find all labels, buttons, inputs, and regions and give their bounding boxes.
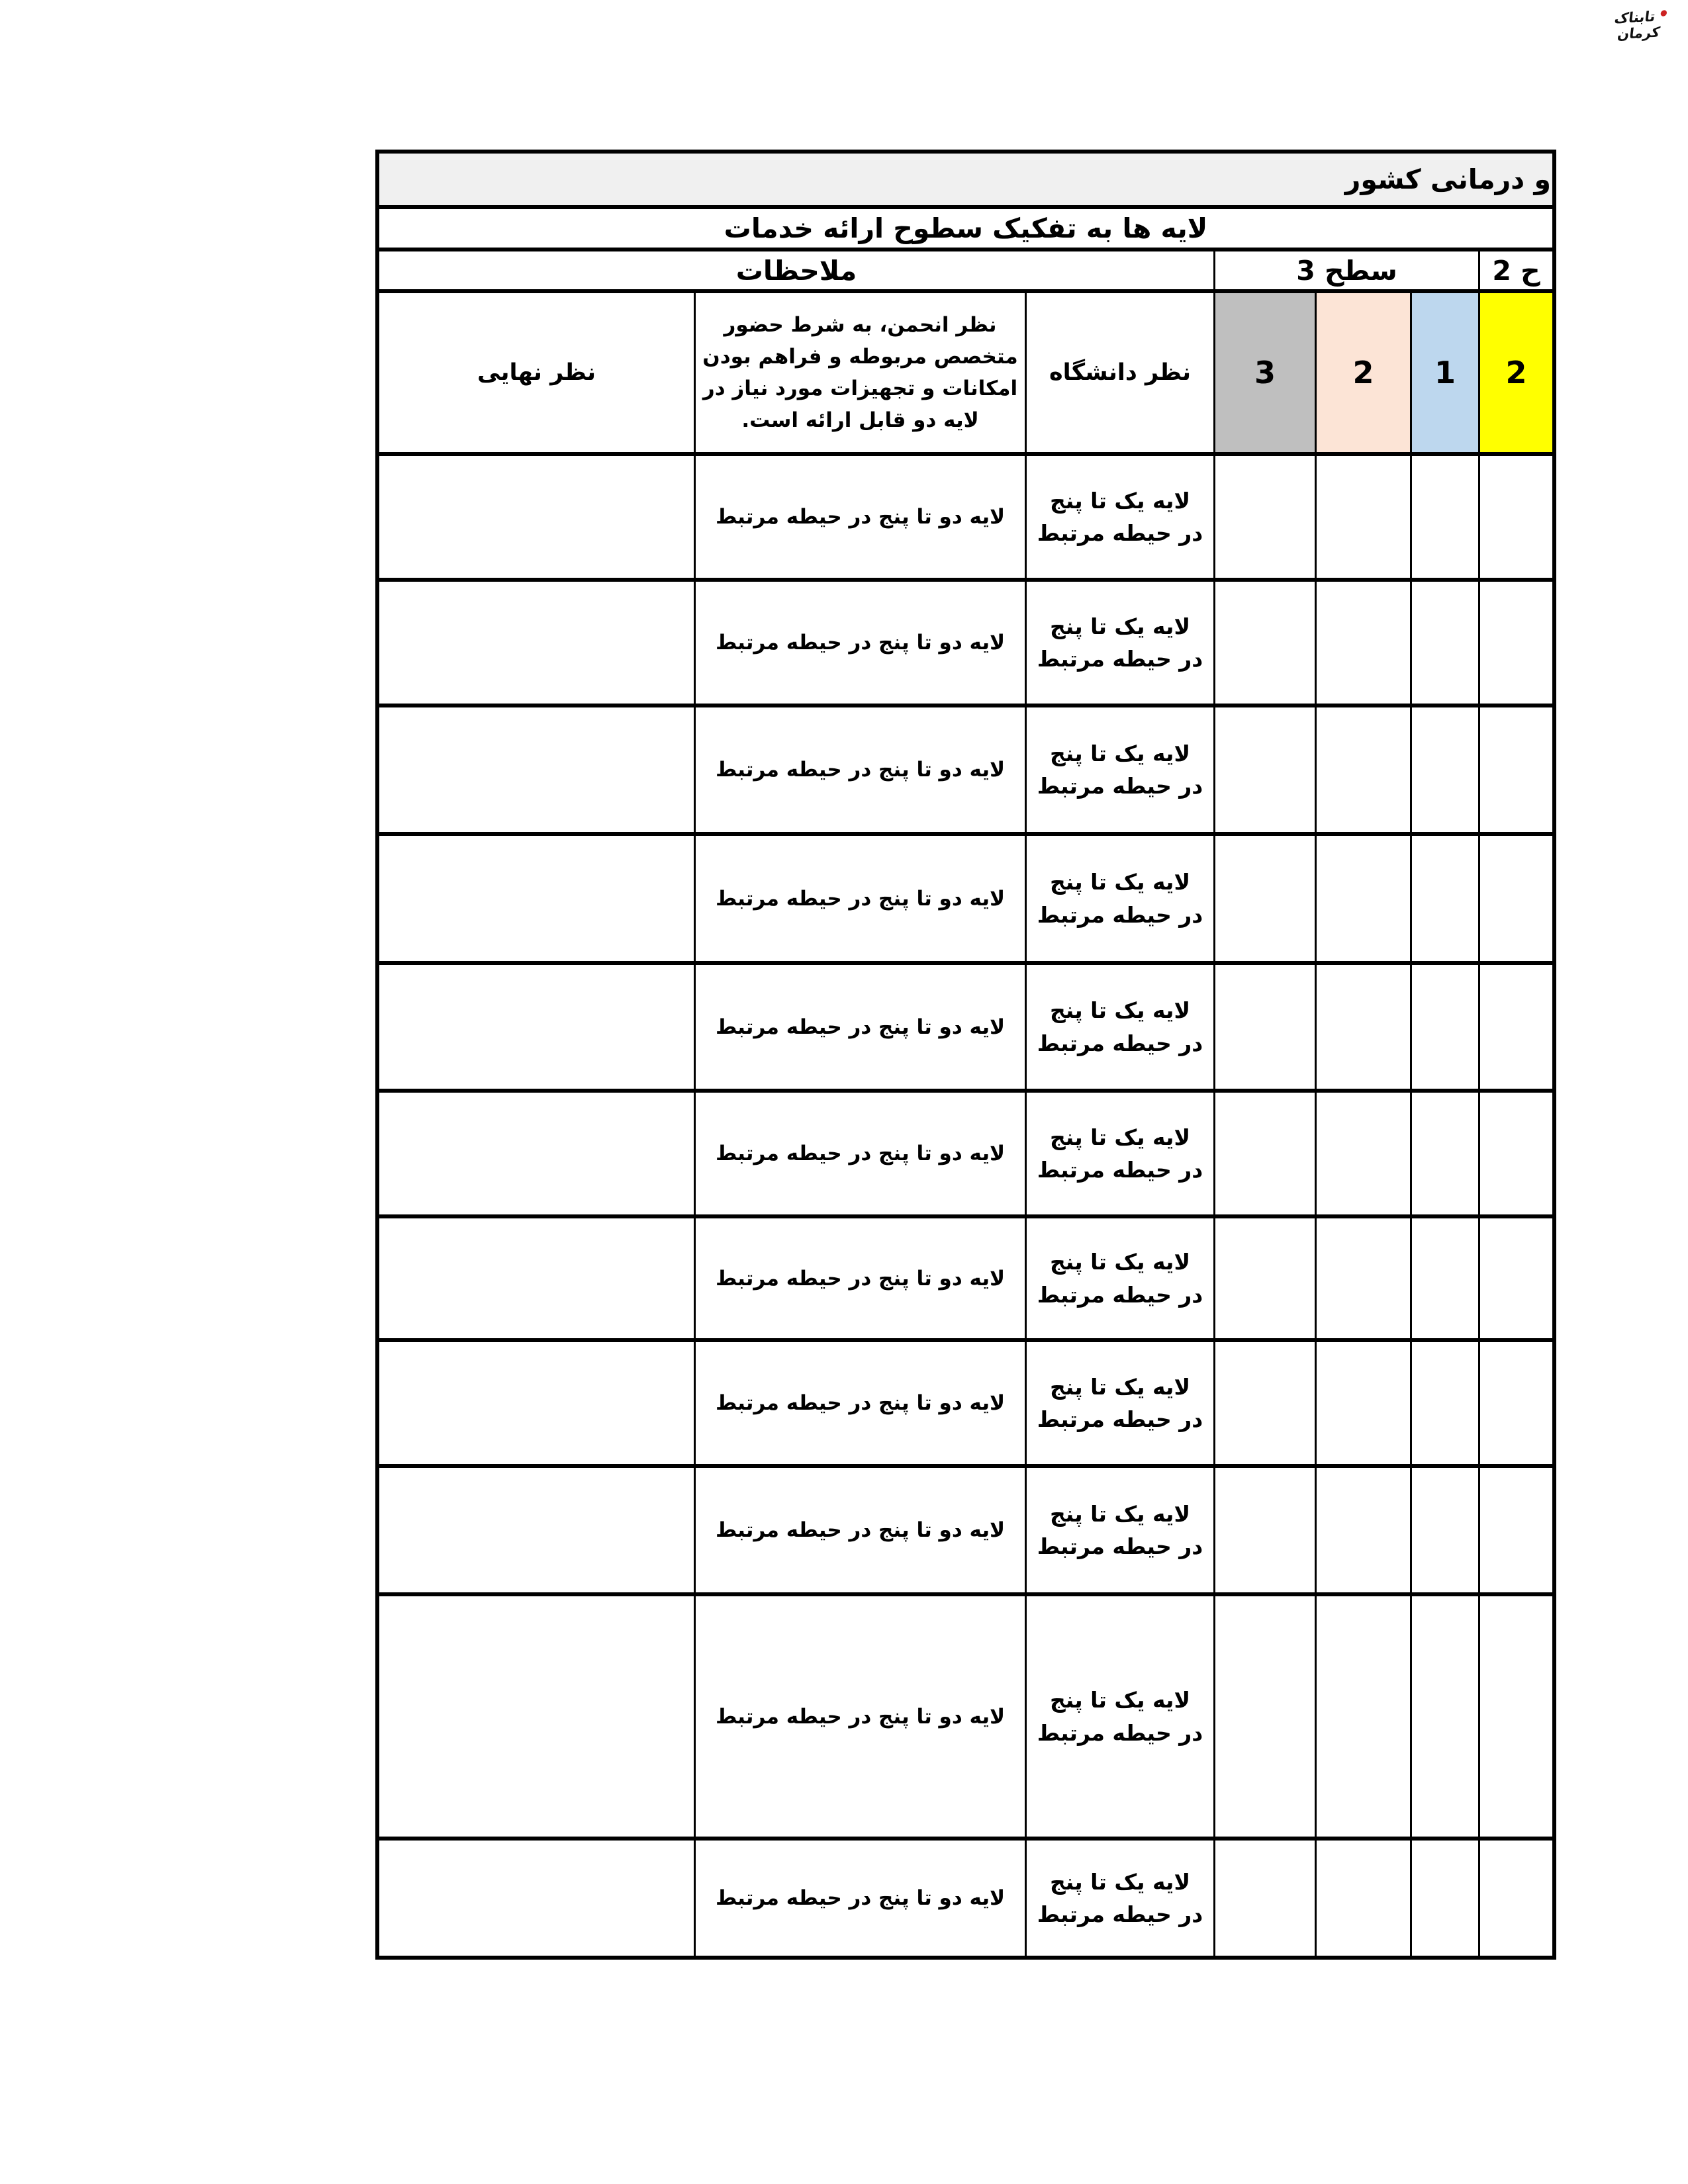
- university-opinion-cell: لایه یک تا پنج در حیطه مرتبط: [1027, 965, 1213, 1089]
- association-opinion-header: نظر انحمن، به شرط حضور متخصص مربوطه و فراهم بودن امکانات و تجهیزات مورد نیاز در لایه دو قابل ارائه است.: [696, 293, 1025, 452]
- logo-text: تابناک کرمان: [1613, 8, 1662, 42]
- level2-col2-header: 2: [1480, 293, 1552, 452]
- table-subtitle-cell: لایه ها به تفکیک سطوح ارائه خدمات: [379, 209, 1552, 248]
- tabnak-logo: [1595, 7, 1685, 43]
- level3-score-cell: [1215, 836, 1315, 961]
- university-opinion-cell: لایه یک تا پنج در حیطه مرتبط: [1027, 1841, 1213, 1956]
- level3-score-cell: [1317, 836, 1410, 961]
- level3-score-cell: [1215, 965, 1315, 1089]
- final-opinion-cell: [379, 1218, 694, 1338]
- level3-score-cell: [1317, 1468, 1410, 1592]
- level3-score-cell: [1412, 707, 1478, 832]
- level3-score-cell: [1215, 1468, 1315, 1592]
- level2-score-cell: [1480, 965, 1552, 1089]
- level3-score-cell: [1215, 1342, 1315, 1464]
- association-opinion-cell: لایه دو تا پنج در حیطه مرتبط: [696, 707, 1025, 832]
- remarks-group-header: ملاحظات: [379, 251, 1213, 289]
- services-levels-table: [375, 150, 1556, 1960]
- level2-score-cell: [1480, 1218, 1552, 1338]
- final-opinion-cell: [379, 456, 694, 578]
- final-opinion-cell: [379, 1468, 694, 1592]
- association-opinion-cell: لایه دو تا پنج در حیطه مرتبط: [696, 1468, 1025, 1592]
- level3-col2-header: 2: [1317, 293, 1410, 452]
- association-opinion-cell: لایه دو تا پنج در حیطه مرتبط: [696, 1841, 1025, 1956]
- final-opinion-cell: [379, 707, 694, 832]
- final-opinion-header: نظر نهایی: [379, 293, 694, 452]
- level3-score-cell: [1412, 1841, 1478, 1956]
- association-opinion-cell: لایه دو تا پنج در حیطه مرتبط: [696, 582, 1025, 704]
- final-opinion-cell: [379, 1093, 694, 1214]
- level3-score-cell: [1317, 1596, 1410, 1837]
- university-opinion-cell: لایه یک تا پنج در حیطه مرتبط: [1027, 1468, 1213, 1592]
- level3-col1-header: 1: [1412, 293, 1478, 452]
- university-opinion-cell: لایه یک تا پنج در حیطه مرتبط: [1027, 1342, 1213, 1464]
- university-opinion-cell: لایه یک تا پنج در حیطه مرتبط: [1027, 707, 1213, 832]
- level3-score-cell: [1317, 582, 1410, 704]
- final-opinion-cell: [379, 1342, 694, 1464]
- level3-score-cell: [1412, 1093, 1478, 1214]
- university-opinion-cell: لایه یک تا پنج در حیطه مرتبط: [1027, 456, 1213, 578]
- level3-score-cell: [1317, 965, 1410, 1089]
- level2-score-cell: [1480, 456, 1552, 578]
- level3-score-cell: [1317, 1093, 1410, 1214]
- level3-score-cell: [1412, 1218, 1478, 1338]
- association-opinion-cell: لایه دو تا پنج در حیطه مرتبط: [696, 1342, 1025, 1464]
- final-opinion-cell: [379, 582, 694, 704]
- level3-score-cell: [1412, 456, 1478, 578]
- association-opinion-cell: لایه دو تا پنج در حیطه مرتبط: [696, 1093, 1025, 1214]
- level3-score-cell: [1215, 456, 1315, 578]
- university-opinion-cell: لایه یک تا پنج در حیطه مرتبط: [1027, 1093, 1213, 1214]
- final-opinion-cell: [379, 836, 694, 961]
- university-opinion-cell: لایه یک تا پنج در حیطه مرتبط: [1027, 836, 1213, 961]
- university-opinion-cell: لایه یک تا پنج در حیطه مرتبط: [1027, 1596, 1213, 1837]
- association-opinion-cell: لایه دو تا پنج در حیطه مرتبط: [696, 456, 1025, 578]
- level3-col3-header: 3: [1215, 293, 1315, 452]
- level3-score-cell: [1412, 1596, 1478, 1837]
- level3-score-cell: [1412, 965, 1478, 1089]
- university-opinion-header: نظر دانشگاه: [1027, 293, 1213, 452]
- university-opinion-cell: لایه یک تا پنج در حیطه مرتبط: [1027, 582, 1213, 704]
- level2-group-header: ح 2: [1480, 251, 1552, 289]
- level2-score-cell: [1480, 1468, 1552, 1592]
- level2-score-cell: [1480, 707, 1552, 832]
- level3-score-cell: [1317, 456, 1410, 578]
- final-opinion-cell: [379, 965, 694, 1089]
- final-opinion-cell: [379, 1841, 694, 1956]
- level3-group-header: سطح 3: [1215, 251, 1478, 289]
- level3-score-cell: [1317, 1218, 1410, 1338]
- level3-score-cell: [1215, 1841, 1315, 1956]
- level3-score-cell: [1317, 1841, 1410, 1956]
- level2-score-cell: [1480, 836, 1552, 961]
- level3-score-cell: [1412, 1342, 1478, 1464]
- association-opinion-cell: لایه دو تا پنج در حیطه مرتبط: [696, 836, 1025, 961]
- level3-score-cell: [1412, 582, 1478, 704]
- level2-score-cell: [1480, 582, 1552, 704]
- table-title-cell: و درمانی کشور: [379, 154, 1552, 205]
- level2-score-cell: [1480, 1841, 1552, 1956]
- level3-score-cell: [1317, 707, 1410, 832]
- level2-score-cell: [1480, 1596, 1552, 1837]
- level3-score-cell: [1215, 1218, 1315, 1338]
- association-opinion-cell: لایه دو تا پنج در حیطه مرتبط: [696, 965, 1025, 1089]
- association-opinion-cell: لایه دو تا پنج در حیطه مرتبط: [696, 1218, 1025, 1338]
- level3-score-cell: [1215, 1596, 1315, 1837]
- final-opinion-cell: [379, 1596, 694, 1837]
- level2-score-cell: [1480, 1093, 1552, 1214]
- level2-score-cell: [1480, 1342, 1552, 1464]
- logo-red-dot: ●: [1660, 7, 1668, 18]
- level3-score-cell: [1215, 707, 1315, 832]
- level3-score-cell: [1215, 1093, 1315, 1214]
- level3-score-cell: [1412, 1468, 1478, 1592]
- university-opinion-cell: لایه یک تا پنج در حیطه مرتبط: [1027, 1218, 1213, 1338]
- association-opinion-cell: لایه دو تا پنج در حیطه مرتبط: [696, 1596, 1025, 1837]
- level3-score-cell: [1215, 582, 1315, 704]
- level3-score-cell: [1412, 836, 1478, 961]
- level3-score-cell: [1317, 1342, 1410, 1464]
